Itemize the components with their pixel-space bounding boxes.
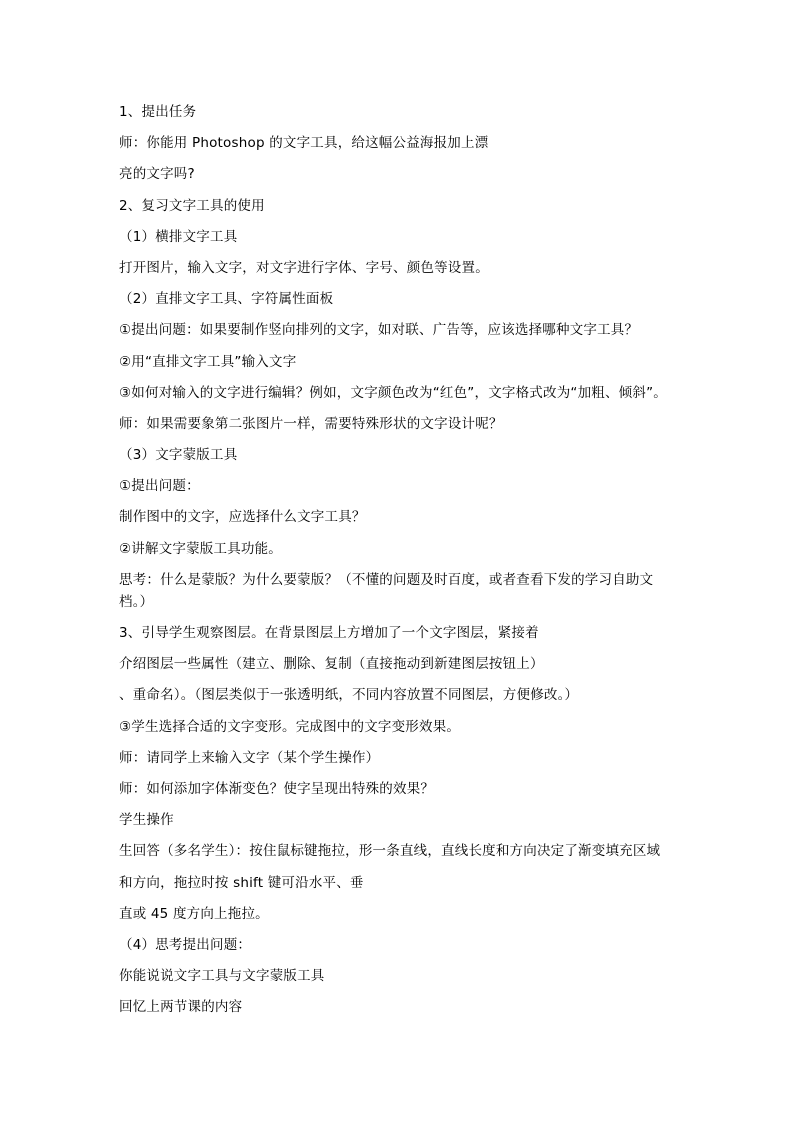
- paragraph-line: 师：你能用 Photoshop 的文字工具，给这幅公益海报加上漂: [119, 135, 489, 152]
- subheading-text-mask-tool: （3）文字蒙版工具: [119, 447, 238, 464]
- paragraph-line: 回忆上两节课的内容: [119, 999, 243, 1016]
- paragraph-line: 制作图中的文字，应选择什么文字工具？: [119, 509, 366, 526]
- paragraph-line: 学生操作: [119, 812, 174, 829]
- paragraph-line: 介绍图层一些属性（建立、删除、复制（直接拖动到新建图层按钮上）: [119, 656, 544, 673]
- subheading-vertical-text-tool: （2）直排文字工具、字符属性面板: [119, 291, 334, 308]
- paragraph-line: 打开图片，输入文字，对文字进行字体、字号、颜色等设置。: [119, 259, 489, 276]
- paragraph-line: 师：如何添加字体渐变色？使字呈现出特殊的效果？: [119, 780, 435, 797]
- heading-task: 1、提出任务: [119, 104, 197, 120]
- heading-layers: 3、引导学生观察图层。在背景图层上方增加了一个文字图层，紧接着: [119, 625, 539, 641]
- paragraph-line: 思考：什么是蒙版？为什么要蒙版？（不懂的问题及时百度，或者查看下发的学习自助文: [119, 571, 654, 588]
- paragraph-line: 档。）: [119, 593, 154, 610]
- paragraph-line: 师：如果需要象第二张图片一样，需要特殊形状的文字设计呢？: [119, 415, 503, 432]
- paragraph-line: 师：请同学上来输入文字（某个学生操作）: [119, 749, 380, 766]
- subheading-horizontal-text-tool: （1）横排文字工具: [119, 228, 238, 245]
- paragraph-line: ①提出问题：如果要制作竖向排列的文字，如对联、广告等，应该选择哪种文字工具？: [119, 322, 639, 339]
- heading-review: 2、复习文字工具的使用: [119, 197, 265, 214]
- paragraph-line: ①提出问题：: [119, 478, 200, 495]
- paragraph-line: 、重命名）。（图层类似于一张透明纸，不同内容放置不同图层，方便修改。）: [119, 687, 579, 704]
- paragraph-line: 生回答（多名学生）：按住鼠标键拖拉，形一条直线，直线长度和方向决定了渐变填充区域: [119, 843, 661, 860]
- paragraph-line: ③如何对输入的文字进行编辑？例如，文字颜色改为“红色”，文字格式改为“加粗、倾斜”。: [119, 384, 667, 401]
- paragraph-line: ②用“直排文字工具”输入文字: [119, 353, 297, 370]
- paragraph-line: 直或 45 度方向上拖拉。: [119, 905, 269, 922]
- paragraph-line: 和方向，拖拉时按 shift 键可沿水平、垂: [119, 874, 364, 891]
- paragraph-line: ③学生选择合适的文字变形。完成图中的文字变形效果。: [119, 718, 461, 735]
- subheading-think-question: （4）思考提出问题：: [119, 936, 252, 953]
- paragraph-line: ②讲解文字蒙版工具功能。: [119, 540, 283, 557]
- paragraph-line: 你能说说文字工具与文字蒙版工具: [119, 968, 325, 985]
- document-body: [119, 101, 679, 1027]
- paragraph-line: 亮的文字吗?: [119, 166, 195, 183]
